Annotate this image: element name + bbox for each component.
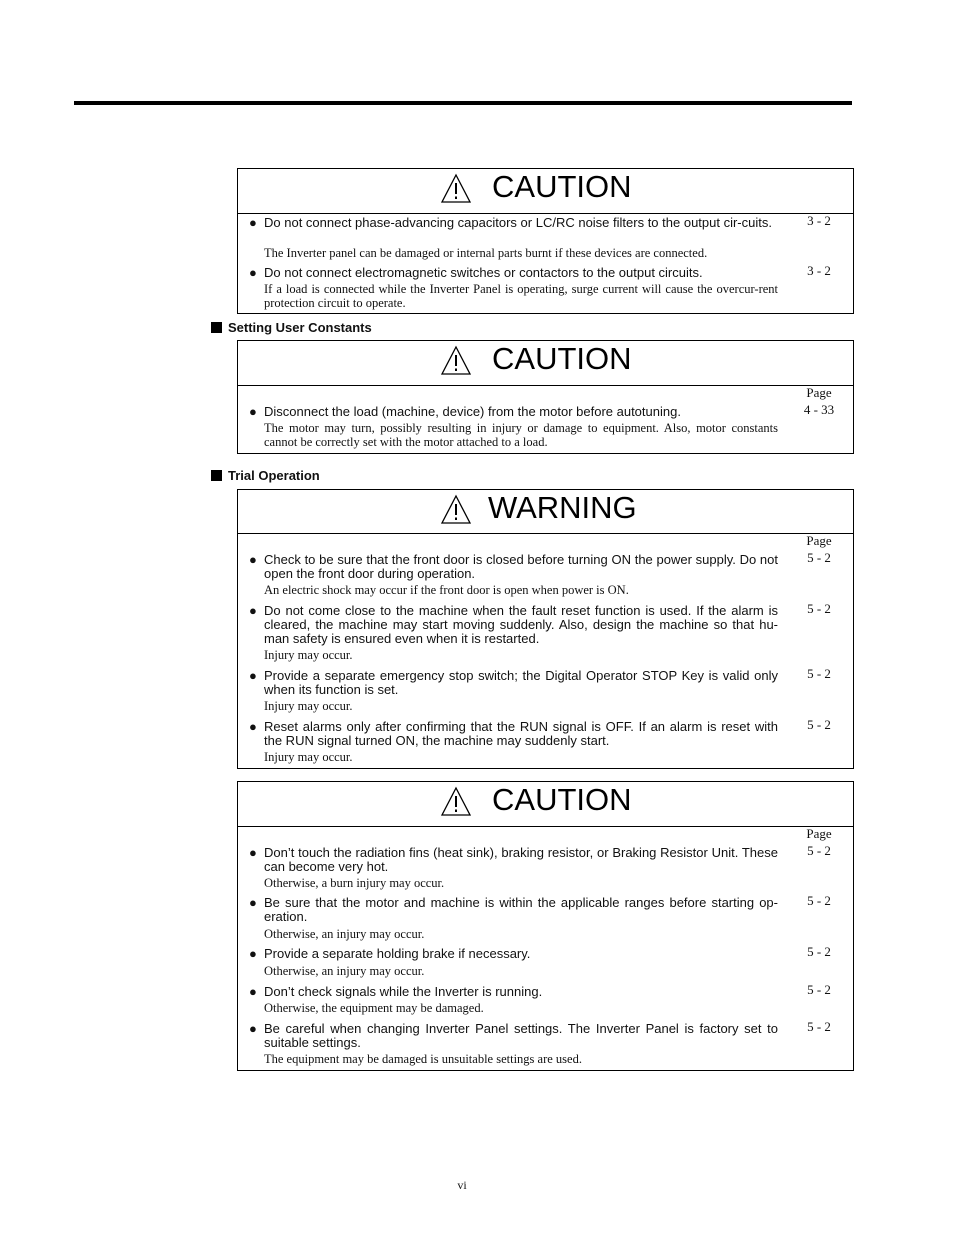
caution-header: [238, 341, 853, 386]
warning-triangle-icon: [440, 493, 472, 525]
page-number: vi: [457, 1178, 467, 1192]
section-heading-text: Setting User Constants: [228, 320, 372, 335]
item-note: Injury may occur.: [264, 699, 353, 713]
page-ref: 5 - 2: [807, 601, 831, 616]
caution-title: CAUTION: [492, 341, 632, 376]
header-rule: [74, 101, 852, 105]
page-ref: 5 - 2: [807, 1019, 831, 1034]
section-heading: [211, 468, 320, 483]
item-note: If a load is connected while the Inverter Panel is operating, surge current will cause the overcur-rent protection circuit to operate.: [264, 282, 778, 310]
item-text: Be careful when changing Inverter Panel settings. The Inverter Panel is factory set to suitable settings.: [264, 1021, 778, 1050]
square-bullet-icon: [211, 322, 222, 333]
page-ref: 5 - 2: [807, 550, 831, 565]
page-column-header: Page: [806, 533, 832, 548]
bullet: ●: [249, 265, 257, 280]
item-text: Be sure that the motor and machine is within the applicable ranges before starting op-eration.: [264, 895, 778, 924]
item-text: Do not connect electromagnetic switches or contactors to the output circuits.: [264, 265, 703, 280]
item-note: The motor may turn, possibly resulting in injury or damage to equipment. Also, motor constants cannot be correctly set with the motor attached to a load.: [264, 421, 778, 449]
warning-triangle-icon: [440, 785, 472, 817]
caution-box-output: [237, 168, 854, 314]
warning-triangle-icon: [440, 172, 472, 204]
page-ref: 5 - 2: [807, 944, 831, 959]
item-text: Don’t touch the radiation fins (heat sink), braking resistor, or Braking Resistor Unit. These can become very hot.: [264, 845, 778, 874]
warning-header: [238, 490, 853, 534]
page-ref: 5 - 2: [807, 717, 831, 732]
item-text: Disconnect the load (machine, device) from the motor before autotuning.: [264, 404, 681, 419]
caution-title: CAUTION: [492, 169, 632, 204]
caution-box-autotuning: [237, 340, 854, 454]
item-text: Do not connect phase-advancing capacitors or LC/RC noise filters to the output cir-cuits.: [264, 215, 772, 230]
warning-triangle-icon: [440, 344, 472, 376]
page-column-header: Page: [806, 385, 832, 400]
item-note: An electric shock may occur if the front door is open when power is ON.: [264, 583, 629, 597]
page-ref: 3 - 2: [807, 263, 831, 278]
item-note: Otherwise, an injury may occur.: [264, 964, 425, 978]
warning-box: [237, 489, 854, 769]
bullet: ●: [249, 1021, 257, 1036]
item-text: Provide a separate holding brake if necessary.: [264, 946, 531, 961]
item-note: Otherwise, the equipment may be damaged.: [264, 1001, 484, 1015]
item-note: Otherwise, a burn injury may occur.: [264, 876, 445, 890]
item-text: Don’t check signals while the Inverter is running.: [264, 984, 543, 999]
item-text: Do not come close to the machine when the fault reset function is used. If the alarm is cleared, the machine may start moving suddenly. Also, design the machine so that hu-man safety is ensured even when it is restarted.: [264, 603, 778, 646]
warning-title: WARNING: [488, 490, 637, 525]
page-ref: 5 - 2: [807, 982, 831, 997]
item-text: Provide a separate emergency stop switch; the Digital Operator STOP Key is valid only when its function is set.: [264, 668, 778, 697]
bullet: ●: [249, 845, 257, 860]
bullet: ●: [249, 895, 257, 910]
bullet: ●: [249, 946, 257, 961]
caution-header: [238, 782, 853, 827]
item-note: The Inverter panel can be damaged or internal parts burnt if these devices are connected.: [264, 246, 708, 260]
bullet: ●: [249, 984, 257, 999]
caution-box-trial: [237, 781, 854, 1071]
page-ref: 5 - 2: [807, 843, 831, 858]
bullet: ●: [249, 552, 257, 567]
section-heading: [211, 320, 372, 335]
square-bullet-icon: [211, 470, 222, 481]
section-heading-text: Trial Operation: [228, 468, 320, 483]
page-ref: 5 - 2: [807, 666, 831, 681]
bullet: ●: [249, 603, 257, 618]
item-note: Otherwise, an injury may occur.: [264, 927, 425, 941]
page-ref: 5 - 2: [807, 893, 831, 908]
bullet: ●: [249, 404, 257, 419]
page-column-header: Page: [806, 826, 832, 841]
caution-header: [238, 169, 853, 214]
page-ref: 4 - 33: [803, 402, 835, 417]
item-note: Injury may occur.: [264, 648, 353, 662]
item-note: The equipment may be damaged is unsuitable settings are used.: [264, 1052, 582, 1066]
page-ref: 3 - 2: [807, 213, 831, 228]
bullet: ●: [249, 719, 257, 734]
caution-title: CAUTION: [492, 782, 632, 817]
item-text: Check to be sure that the front door is closed before turning ON the power supply. Do not open the front door during operation.: [264, 552, 778, 581]
bullet: ●: [249, 668, 257, 683]
item-text: Reset alarms only after confirming that the RUN signal is OFF. If an alarm is reset with the RUN signal turned ON, the machine may suddenly start.: [264, 719, 778, 748]
item-note: Injury may occur.: [264, 750, 353, 764]
bullet: ●: [249, 215, 257, 230]
